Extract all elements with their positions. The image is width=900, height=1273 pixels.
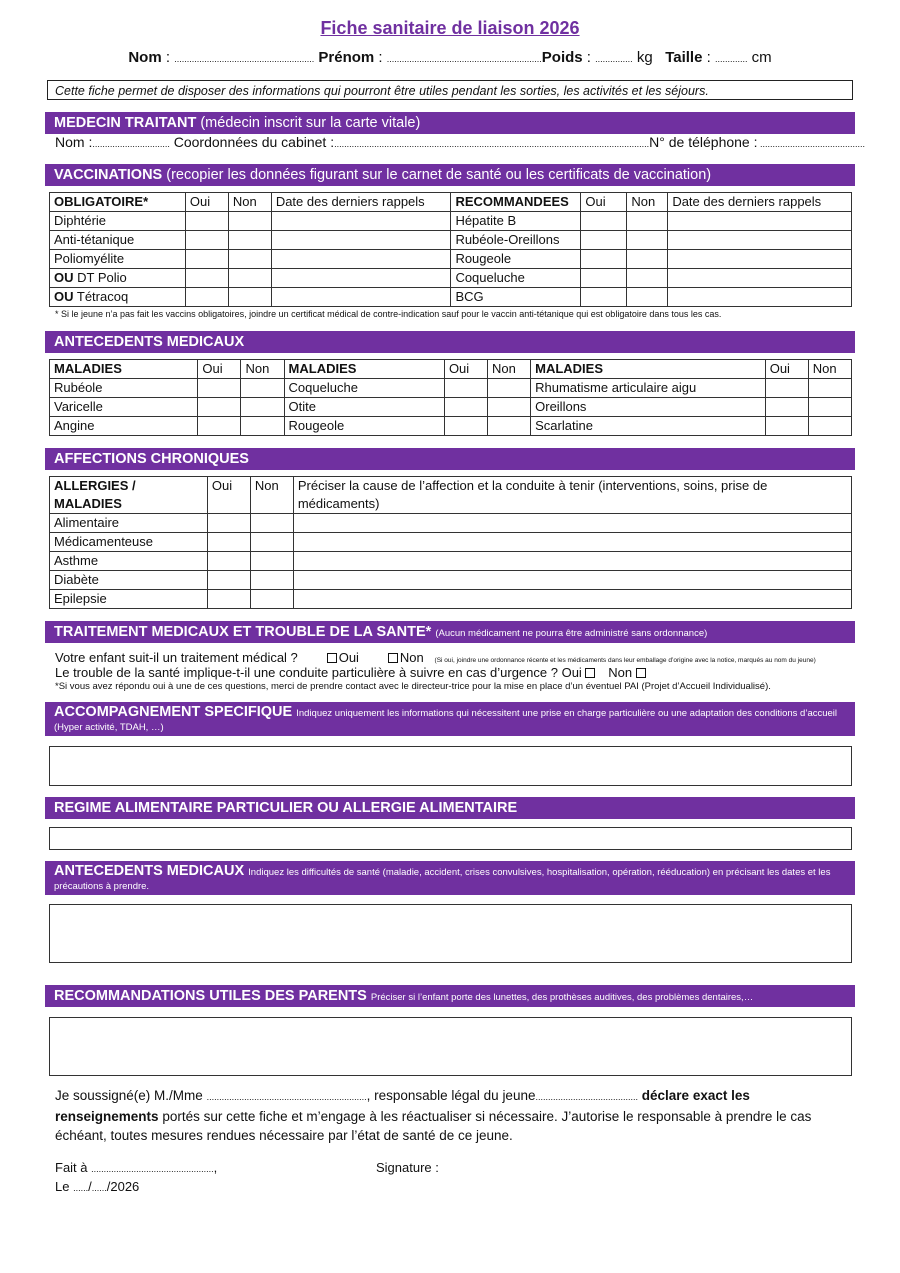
table-row: Angine Rougeole Scarlatine	[50, 417, 852, 436]
antecedents2-subtitle: Indiquez les difficultés de santé (maladie, accident, crises convulsives, hospitalisation, opération, rééducation) en précisant les dates et les précautions à prendre.	[54, 867, 831, 892]
regime-title: REGIME ALIMENTAIRE PARTICULIER OU ALLERGIE ALIMENTAIRE	[54, 800, 518, 816]
accompagnement-subtitle: Indiquez uniquement les informations qui nécessitent une prise en charge particulière ou une adaptation des conditions d’accueil (Hyper activité, TDAH, …)	[54, 708, 838, 733]
medecin-title: MEDECIN TRAITANT	[54, 115, 197, 131]
date-day-field[interactable]: ......	[73, 1183, 89, 1193]
regime-input[interactable]	[49, 827, 852, 850]
recommandations-subtitle: Préciser si l’enfant porte des lunettes, des prothèses auditives, des problèmes dentaires,…	[370, 992, 754, 1003]
vaccinations-table	[49, 192, 852, 307]
table-row: Varicelle Otite Oreillons	[50, 398, 852, 417]
declaration-jeune-field[interactable]: .........................................	[535, 1092, 639, 1102]
accompagnement-title: ACCOMPAGNEMENT SPECIFIQUE	[54, 704, 293, 720]
taille-label: Taille	[665, 49, 703, 66]
medecin-band	[45, 112, 855, 134]
taille-field[interactable]: .............	[714, 54, 748, 64]
vaccinations-subtitle: (recopier les données figurant sur le carnet de santé ou les certificats de vaccination)	[166, 167, 712, 183]
table-row: Diphtérie Hépatite B	[50, 212, 852, 231]
traitement-subtitle: (Aucun médicament ne pourra être administré sans ordonnance)	[435, 628, 708, 639]
signature-label: Signature :	[376, 1160, 439, 1175]
fait-a-field[interactable]: .................................................	[91, 1164, 214, 1174]
cm-unit: cm	[751, 49, 772, 66]
checkbox-oui-2[interactable]	[585, 668, 595, 678]
affections-band	[45, 448, 855, 470]
vaccinations-title: VACCINATIONS	[54, 167, 163, 183]
table-row: OU DT Polio Coqueluche	[50, 269, 852, 288]
accompagnement-band	[45, 702, 855, 736]
fait-a: Fait à .................................................,	[55, 1160, 218, 1175]
table-row: Epilepsie	[50, 590, 852, 609]
declaration-text: Je soussigné(e) M./Mme ................................................................, responsable légal du jeune......................................... déclare exact les renseignements portés sur cette fiche et m’engage à les réactualiser si nécessaire. J’autorise le responsable à prendre le cas échéant, toutes mesures rendues nécessaire par l’état de santé de ce jeune.	[55, 1088, 812, 1143]
table-row: OU Tétracoq BCG	[50, 288, 852, 307]
medecin-coord-label: Coordonnées du cabinet :	[173, 134, 335, 150]
traitement-title: TRAITEMENT MEDICAUX ET TROUBLE DE LA SANTE*	[54, 624, 432, 640]
checkbox-non-1[interactable]	[388, 653, 398, 663]
table-row: Alimentaire	[50, 514, 852, 533]
page-title: Fiche sanitaire de liaison 2026	[320, 18, 580, 38]
declaration-name-field[interactable]: ................................................................	[206, 1092, 367, 1102]
recommandations-input[interactable]	[49, 1017, 852, 1076]
nom-field[interactable]: ........................................................	[174, 54, 315, 64]
antecedents-table	[49, 359, 852, 436]
accompagnement-input[interactable]	[49, 746, 852, 786]
table-row: Anti-tétanique Rubéole-Oreillons	[50, 231, 852, 250]
prenom-field[interactable]: ..............................................................	[386, 54, 542, 64]
antecedents2-input[interactable]	[49, 904, 852, 963]
prenom-label: Prénom	[318, 49, 375, 66]
medecin-tel-field[interactable]: ..........................................	[757, 139, 866, 149]
traitement-q2: Le trouble de la santé implique-t-il une conduite particulière à suivre en cas d’urgence ? Oui Non	[55, 665, 648, 680]
checkbox-oui-1[interactable]	[327, 653, 337, 663]
antecedents2-title: ANTECEDENTS MEDICAUX	[54, 863, 245, 879]
date-line: Le ....../....../2026	[55, 1179, 140, 1194]
table-header-row: MALADIES Oui Non MALADIES Oui Non MALADIES Oui Non	[50, 360, 852, 379]
table-row: Poliomyélite Rougeole	[50, 250, 852, 269]
affections-table	[49, 476, 852, 609]
date-month-field[interactable]: ......	[91, 1183, 107, 1193]
vaccinations-note: * Si le jeune n’a pas fait les vaccins obligatoires, joindre un certificat médical de contre-indication sauf pour le vaccin anti-tétanique qui est obligatoire dans tous les cas.	[55, 309, 722, 319]
table-header-row: ALLERGIES / MALADIES Oui Non Préciser la cause de l’affection et la conduite à tenir (interventions, soins, prise de médicaments)	[50, 477, 852, 514]
intro-box: Cette fiche permet de disposer des informations qui pourront être utiles pendant les sorties, les activités et les séjours.	[47, 80, 853, 100]
antecedents2-band	[45, 861, 855, 895]
affections-title: AFFECTIONS CHRONIQUES	[54, 451, 249, 467]
poids-field[interactable]: ...............	[595, 54, 633, 64]
regime-band	[45, 797, 855, 819]
medecin-subtitle: (médecin inscrit sur la carte vitale)	[200, 115, 421, 131]
table-row: Asthme	[50, 552, 852, 571]
recommandations-title: RECOMMANDATIONS UTILES DES PARENTS	[54, 988, 367, 1004]
medecin-nom-field[interactable]: ...............................	[92, 139, 170, 149]
table-row: Rubéole Coqueluche Rhumatisme articulaire aigu	[50, 379, 852, 398]
identity-line: Nom : ........................................................ Prénom : ..............................................................Poids : ............... kg Taille : ............. cm	[128, 49, 772, 66]
poids-label: Poids	[541, 49, 583, 66]
table-row: Diabète	[50, 571, 852, 590]
vaccinations-band	[45, 164, 855, 186]
traitement-band	[45, 621, 855, 643]
medecin-tel-label: N° de téléphone :	[649, 134, 758, 150]
table-row: Médicamenteuse	[50, 533, 852, 552]
recommandations-band	[45, 985, 855, 1007]
medecin-nom-label: Nom :	[55, 134, 93, 150]
table-header-row: OBLIGATOIRE* Oui Non Date des derniers rappels RECOMMANDEES Oui Non Date des derniers rappels	[50, 193, 852, 212]
antecedents-band	[45, 331, 855, 353]
traitement-note: *Si vous avez répondu oui à une de ces questions, merci de prendre contact avec le directeur-trice pour la mise en place d’un éventuel PAI (Projet d’Accueil Individualisé).	[55, 681, 771, 692]
nom-label: Nom	[128, 49, 162, 66]
antecedents-title: ANTECEDENTS MEDICAUX	[54, 334, 245, 350]
medecin-coord-field[interactable]: ..............................................................................................................................	[334, 139, 650, 149]
kg-unit: kg	[636, 49, 653, 66]
medecin-line	[55, 134, 865, 150]
checkbox-non-2[interactable]	[636, 668, 646, 678]
traitement-q1: Votre enfant suit-il un traitement médical ? Oui Non (Si oui, joindre une ordonnance récente et les médicaments dans leur emballage d’origine avec la notice, marqués au nom du jeune)	[55, 650, 816, 665]
